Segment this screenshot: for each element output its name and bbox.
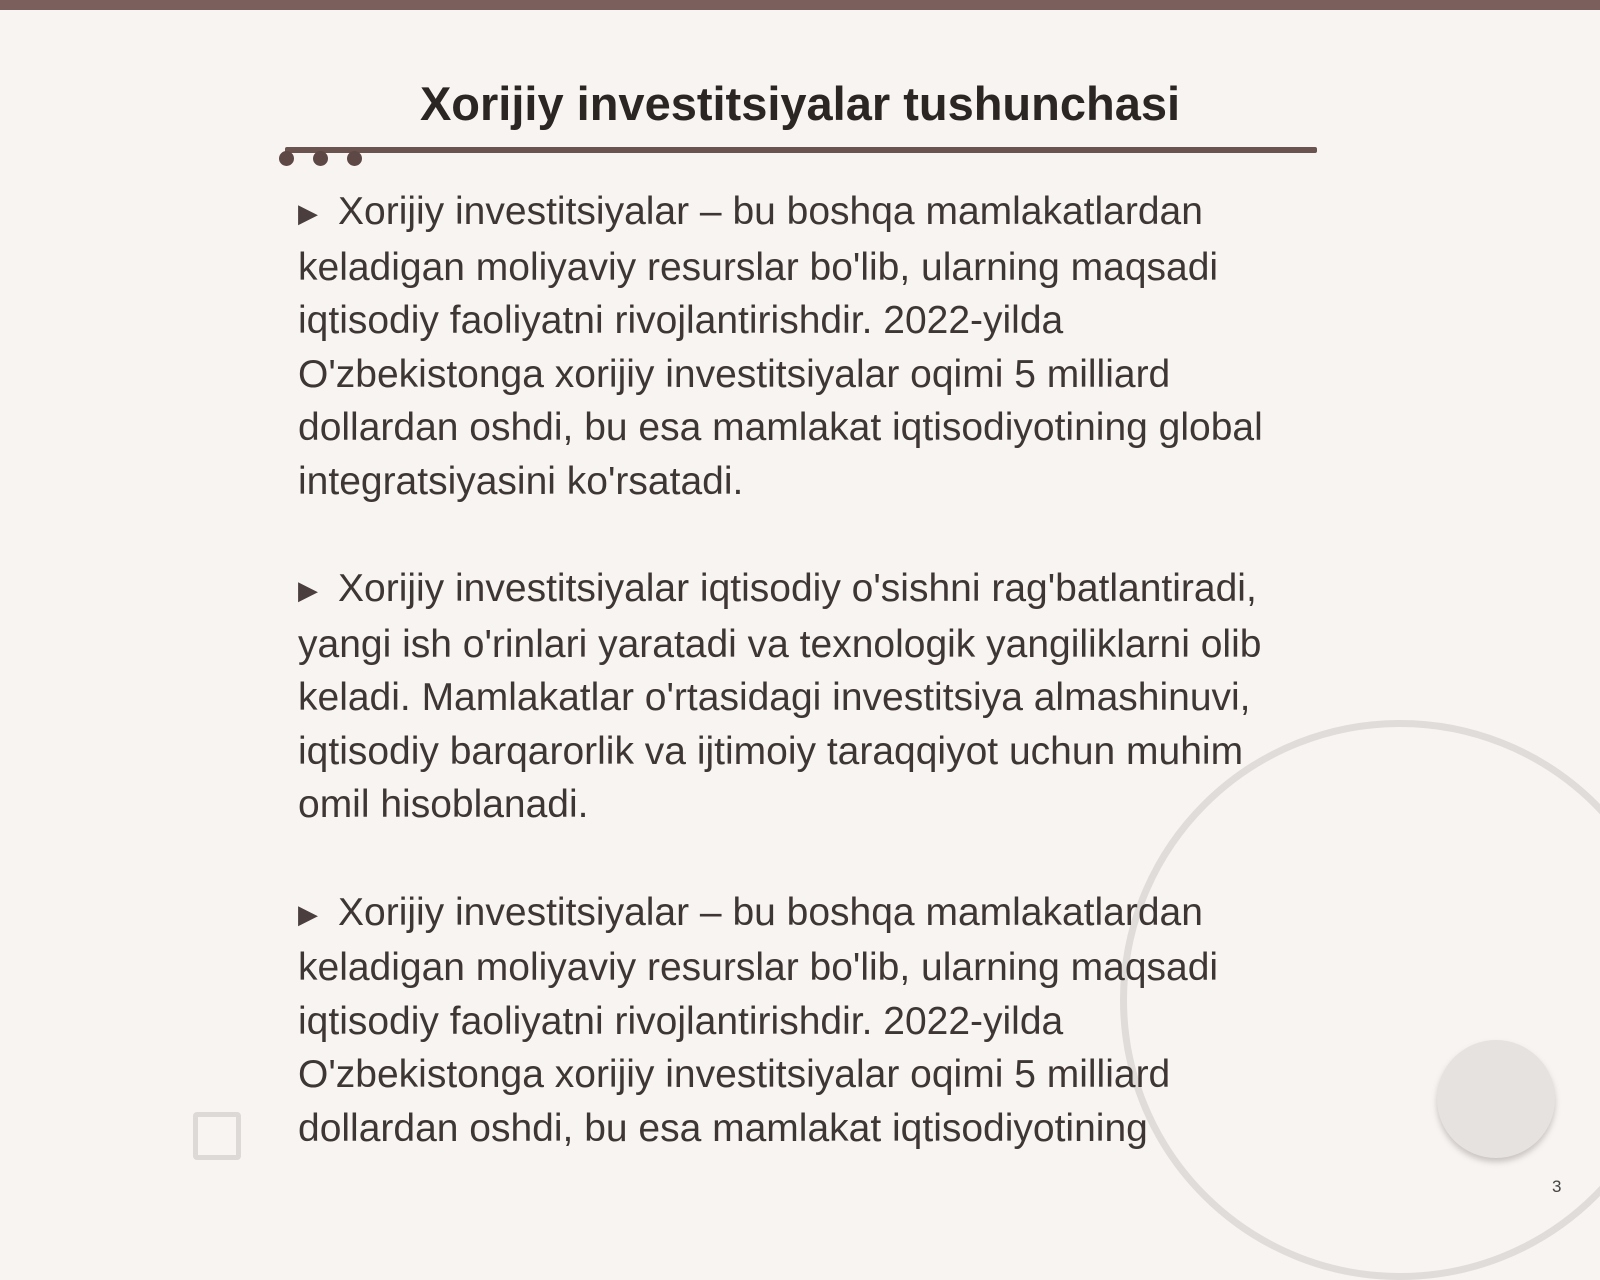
decorative-dot [313,151,328,166]
decorative-dot [347,151,362,166]
slide-body [298,185,1288,1209]
decorative-dot [279,151,294,166]
title-underline [285,147,1317,153]
bullet-paragraph-2 [298,562,1288,832]
top-accent-bar [0,0,1600,10]
decorative-circle-filled [1437,1040,1555,1158]
bullet-arrow-icon: ▶ [298,575,318,605]
bullet-arrow-icon: ▶ [298,198,318,228]
page-number: 3 [1552,1177,1562,1196]
bullet-paragraph-3 [298,886,1288,1156]
bullet-arrow-icon: ▶ [298,898,318,929]
paragraph-text: Xorijiy investitsiyalar iqtisodiy o'sishni rag'batlantiradi, yangi ish o'rinlari yaratadi va texnologik yangiliklarni olib keladi. Mamlakatlar o'rtasidagi investitsiya almashinuvi, iqtisodiy barqarorlik va ijtimoiy taraqqiyot uchun muhim omil hisoblanadi. [298,567,1262,826]
paragraph-text: Xorijiy investitsiyalar – bu boshqa mamlakatlardan keladigan moliyaviy resurslar bo'lib, ularning maqsadi iqtisodiy faoliyatni rivojlantirishdir. 2022-yilda O'zbekistonga xorijiy investitsiyalar oqimi 5 milliard dollardan oshdi, bu esa mamlakat iqtisodiyotining global integratsiyasini ko'rsatadi. [298,190,1263,503]
slide-title: Xorijiy investitsiyalar tushunchasi [419,77,1181,130]
paragraph-text: Xorijiy investitsiyalar – bu boshqa mamlakatlardan keladigan moliyaviy resurslar bo'lib, ularning maqsadi iqtisodiy faoliyatni rivojlantirishdir. 2022-yilda O'zbekistonga xorijiy investitsiyalar oqimi 5 milliard dollardan oshdi, bu esa mamlakat iqtisodiyotining [298,890,1219,1150]
decorative-square [193,1112,241,1160]
bullet-paragraph-1 [298,185,1288,508]
